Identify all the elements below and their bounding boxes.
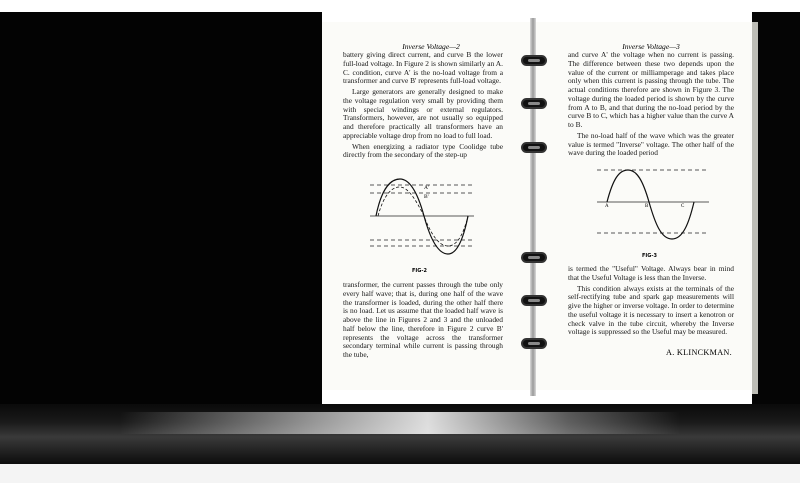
binder-ring: [521, 338, 547, 349]
paragraph: When energizing a radiator type Coolidge tube directly from the secondary of the step-up: [343, 141, 503, 160]
left-page-text-bottom: [343, 281, 503, 362]
annotation-b-prime: B': [424, 194, 429, 200]
sine-curve-b-prime: [378, 187, 468, 246]
scan-margin-bottom: [0, 464, 800, 483]
paragraph: transformer, the current passes through the tube only every half wave; that is, during one half of the wave the transformer is loaded, during the other half there is no load. Let us assume that the loaded half wave is above the line in Figures 2 and 3 and the unloaded half below the line, therefore in Figure 2 curve B' represents the voltage across the transformer secondary terminal while current is passing through the tube,: [343, 280, 503, 359]
annotation-b: B: [645, 204, 649, 209]
scanner-shadow-left: [0, 12, 322, 404]
scanner-shadow-right: [752, 12, 800, 404]
paragraph: is termed the "Useful" Voltage. Always bear in mind that the Useful Voltage is less than the Inverse.: [568, 264, 734, 282]
annotation-a: A: [605, 204, 609, 209]
figure-3-diagram: [597, 165, 709, 247]
page-stack-edge: [752, 22, 758, 394]
loaded-half-wave: [607, 170, 649, 202]
annotation-a-prime: A': [424, 185, 429, 191]
binder-ring: [521, 295, 547, 306]
figure-2-diagram: [370, 176, 474, 262]
binder-ring: [521, 252, 547, 263]
binder-ring: [521, 142, 547, 153]
right-page-text-bottom: [568, 265, 734, 339]
paragraph: and curve A' the voltage when no current is passing. The difference between these two depends upon the value of the current or milliamperage and takes place only when this current is passing through the tube. The actual conditions therefore are shown in Figure 3. The voltage during the loaded period is shown by the curve from A to B, and that during the no-load period by the curve B to C, which has a higher value than the curve A to B.: [568, 50, 734, 129]
binder-ring: [521, 98, 547, 109]
no-load-half-wave: [649, 202, 694, 239]
figure-2-label: FIG-2: [412, 268, 427, 274]
left-page-text-top: [343, 51, 503, 162]
scanner-glare: [120, 412, 680, 434]
author-signature: A. KLINCKMAN.: [666, 348, 732, 357]
paragraph: battery giving direct current, and curve B the lower full-load voltage. In Figure 2 is shown similarly an A. C. condition, curve A' is the no-load voltage from a transformer and curve B' represents full-load voltage.: [343, 50, 503, 86]
right-page-header: Inverse Voltage—3: [622, 42, 680, 51]
annotation-c: C: [681, 204, 685, 209]
right-page-text-top: [568, 51, 734, 160]
binder-ring: [521, 55, 547, 66]
sine-curve-a-prime: [376, 179, 468, 254]
paragraph: Large generators are generally designed to make the voltage regulation very small by providing them with special windings or external regulators. Transformers, however, are not usually so equipped and therefore practically all transformers have an appreciable voltage drop from no load to full load.: [343, 87, 503, 140]
figure-3-label: FIG-3: [642, 253, 657, 259]
paragraph: The no-load half of the wave which was the greater value is termed "Inverse" voltage. The other half of the wave during the loaded period: [568, 130, 734, 158]
left-page-header: Inverse Voltage—2: [402, 42, 460, 51]
paragraph: This condition always exists at the terminals of the self-rectifying tube and spark gap measurements will give the higher or inverse voltage. In order to determine the useful voltage it is necessary to insert a kenotron or check valve in the tube circuit, whereby the Inverse voltage is suppressed so the Useful may be measured.: [568, 283, 734, 337]
